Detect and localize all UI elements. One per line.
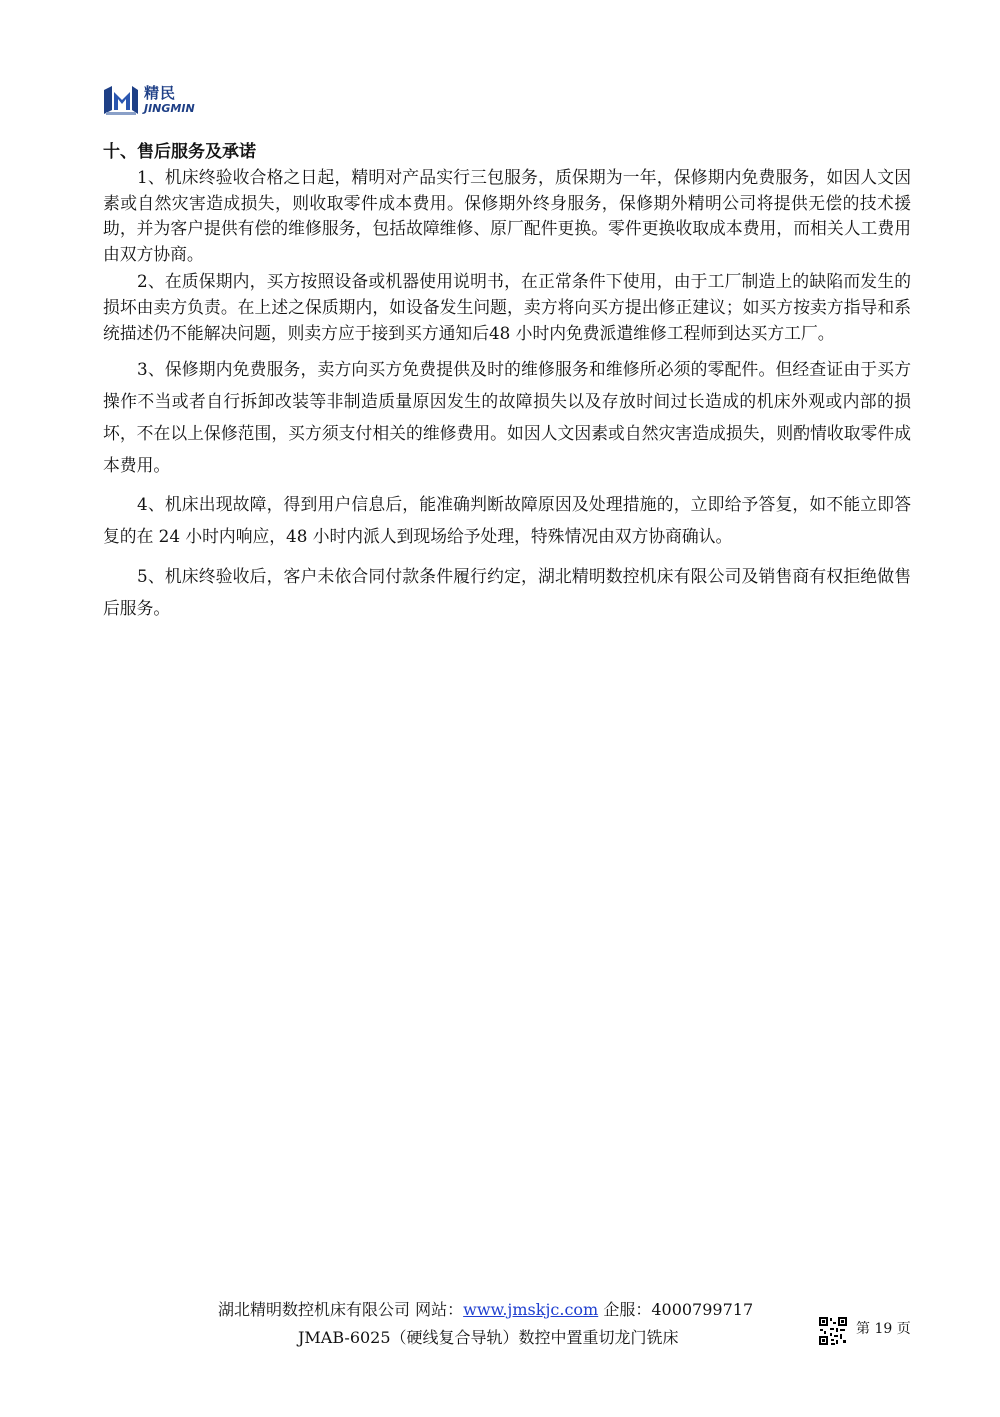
paragraph-1: 1、机床终验收合格之日起，精明对产品实行三包服务，质保期为一年，保修期内免费服务，如因人文因素或自然灾害造成损失，则收取零件成本费用。保修期外终身服务，保修期外精明公司将提供无偿的技术援助，并为客户提供有偿的维修服务，包括故障维修、原厂配件更换。零件更换收取成本费用，而相关人工费用由双方协商。 <box>103 167 911 264</box>
footer-product: JMAB-6025（硬线复合导轨）数控中置重切龙门铣床 <box>298 1328 679 1347</box>
document-body <box>103 140 911 625</box>
footer-company: 湖北精明数控机床有限公司 <box>218 1300 411 1319</box>
logo-chinese-text: 精民 <box>144 84 177 102</box>
section-title: 十、售后服务及承诺 <box>103 142 256 162</box>
footer-service-label: 企服： <box>603 1300 652 1319</box>
company-logo <box>100 82 212 118</box>
page-number: 第 19 页 <box>856 1321 911 1337</box>
jingmin-logo-icon <box>100 84 140 116</box>
footer-website-link[interactable]: www.jmskjc.com <box>463 1300 599 1319</box>
qr-code-icon <box>818 1316 848 1346</box>
footer-website-label: 网站： <box>415 1300 464 1319</box>
paragraph-4: 4、机床出现故障，得到用户信息后，能准确判断故障原因及处理措施的，立即给予答复，如不能立即答复的在 24 小时内响应，48 小时内派人到现场给予处理，特殊情况由双方协商确认。 <box>103 494 911 547</box>
logo-english-text: JINGMIN <box>144 102 195 115</box>
footer-contact-line <box>218 1298 753 1322</box>
paragraph-3: 3、保修期内免费服务，卖方向买方免费提供及时的维修服务和维修所必须的零配件。但经查证由于买方操作不当或者自行拆卸改装等非制造质量原因发生的故障损失以及存放时间过长造成的机床外观或内部的损坏，不在以上保修范围，买方须支付相关的维修费用。如因人文因素或自然灾害造成损失，则酌情收取零件成本费用。 <box>103 359 911 475</box>
footer-service-number: 4000799717 <box>651 1300 754 1319</box>
paragraph-2: 2、在质保期内，买方按照设备或机器使用说明书，在正常条件下使用，由于工厂制造上的缺陷而发生的损坏由卖方负责。在上述之保质期内，如设备发生问题，卖方将向买方提出修正建议；如买方按卖方指导和系统描述仍不能解决问题，则卖方应于接到买方通知后48 小时内免费派遣维修工程师到达买方工厂。 <box>103 271 911 343</box>
paragraph-5: 5、机床终验收后，客户未依合同付款条件履行约定，湖北精明数控机床有限公司及销售商有权拒绝做售后服务。 <box>103 565 911 618</box>
